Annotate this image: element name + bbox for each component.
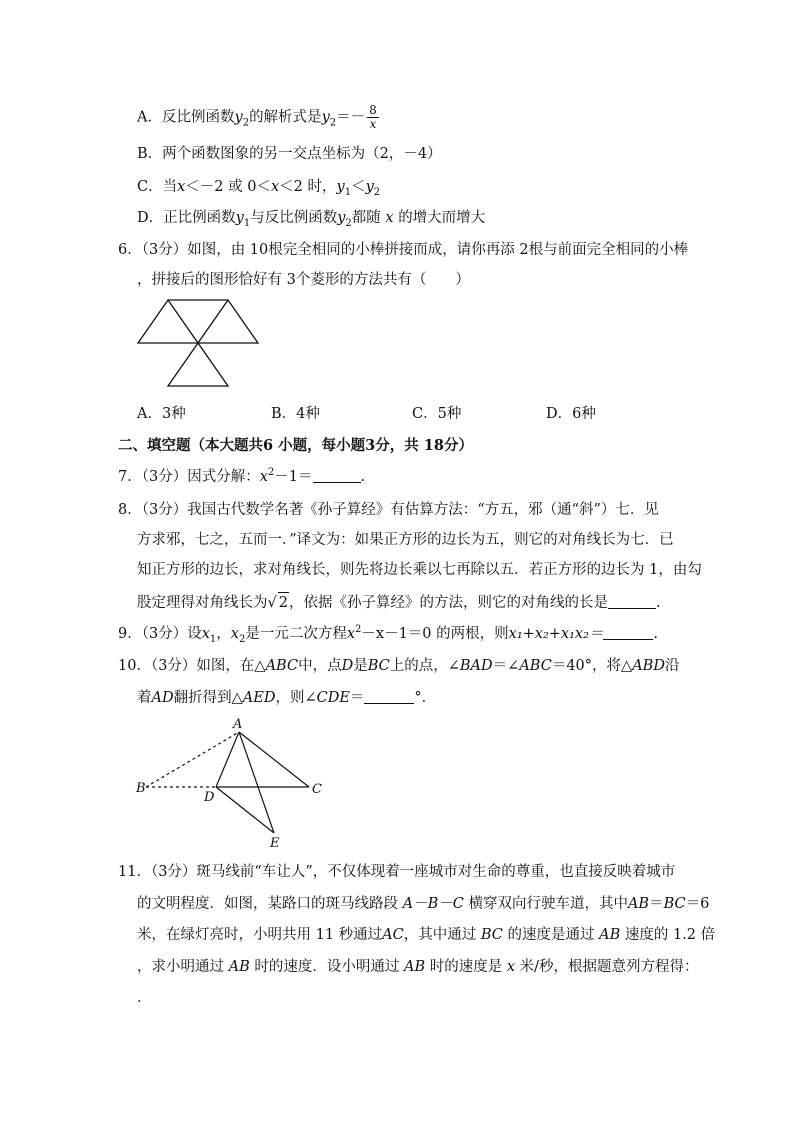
q6-triangle-left [138, 300, 198, 343]
q5-option-b: B．两个函数图象的另一交点坐标为（2，－4） [137, 146, 442, 162]
segment-AD [216, 732, 239, 787]
q6-option-d: D．6种 [546, 406, 596, 422]
answer-blank[interactable] [364, 689, 414, 704]
q8-line-2: 方求邪，七之，五而一．”译文为：如果正方形的边长为五，则它的对角线长为七．已 [137, 532, 674, 548]
q6-triangle-right [198, 300, 258, 343]
q6-option-c: C．5种 [412, 406, 462, 422]
answer-blank[interactable] [603, 625, 653, 640]
q9: 9．（3分）设$x_1$，$x_2$是一元二次方程$x^2-x-1=0$ 的两根，则x₁+x₂+x₁x₂＝ . [118, 624, 659, 645]
section-title: 二、填空题（本大题共6 小题，每小题3分，共 18分） [118, 437, 473, 454]
q6-triangle-figure [136, 298, 266, 390]
q5-option-a: A．反比例函数$y_2$的解析式是$y_2=-$ $\frac{8}{x}$ [137, 103, 377, 131]
segment-AE [239, 732, 274, 833]
label-D: D [204, 790, 215, 805]
segment-AC [239, 732, 309, 787]
q10-line-2: 着AD翻折得到△AED，则∠CDE＝ °． [137, 690, 437, 706]
answer-blank[interactable] [608, 594, 656, 609]
answer-blank[interactable] [313, 468, 361, 483]
q11-line-2: 的文明程度．如图，某路口的斑马线路段 A－B－C 横穿双向行驶车道，其中AB＝BC＝6 [137, 896, 710, 912]
q7: 7．（3分）因式分解：$x^2-1=$ . [118, 467, 366, 485]
q11-line-4: ，求小明通过 AB 时的速度．设小明通过 AB 时的速度是 x 米/秒，根据题意列方程得： [137, 959, 699, 975]
label-B: B [136, 781, 146, 796]
label-E: E [270, 836, 280, 851]
q6-line-1: 6．（3分）如图，由 10根完全相同的小棒拼接而成，请你再添 2根与前面完全相同的小棒 [118, 242, 689, 258]
q10-geometry-figure [134, 712, 334, 852]
q11-line-5: ． [137, 990, 152, 1006]
q6-triangle-bottom [168, 343, 228, 386]
q11-line-3: 米，在绿灯亮时，小明共用 11 秒通过AC，其中通过 BC 的速度是通过 AB 速度的 1.2 倍 [137, 927, 716, 943]
q5-option-c: C．当x＜－2 或 0＜x＜2 时，$y_1<y_2$ [137, 179, 381, 198]
q6-option-a: A．3种 [137, 406, 186, 422]
label-C: C [312, 782, 322, 797]
q11-line-1: 11．（3分）斑马线前“车让人”，不仅体现着一座城市对生命的尊重，也直接反映着城市 [118, 864, 676, 880]
q6-option-b: B．4种 [271, 406, 320, 422]
q8-line-3: 知正方形的边长，求对角线长，则先将边长乘以七再除以五．若正方形的边长为 1，由勾 [137, 562, 702, 578]
segment-BA [146, 732, 239, 787]
sqrt-radicand: 2 [278, 592, 289, 613]
q6-line-2: ，拼接后的图形恰好有 3个菱形的方法共有（ ） [137, 272, 470, 288]
q10-line-1: 10．（3分）如图，在△ABC中，点D是BC上的点，∠BAD＝∠ABC＝40°，将△ABD沿 [118, 658, 680, 674]
q5-option-d: D．正比例函数$y_1$与反比例函数$y_2$都随 x 的增大而增大 [137, 210, 486, 229]
q8-line-4: 股定理得对角线长为√ 2，依据《孙子算经》的方法，则它的对角线的长是 . [137, 592, 661, 613]
label-A: A [233, 717, 243, 732]
fraction: $\frac{8}{x}$ [369, 103, 377, 131]
segment-DE [216, 787, 274, 833]
q8-line-1: 8．（3分）我国古代数学名著《孙子算经》有估算方法：“方五，邪（通“斜”）七．见 [118, 502, 659, 518]
